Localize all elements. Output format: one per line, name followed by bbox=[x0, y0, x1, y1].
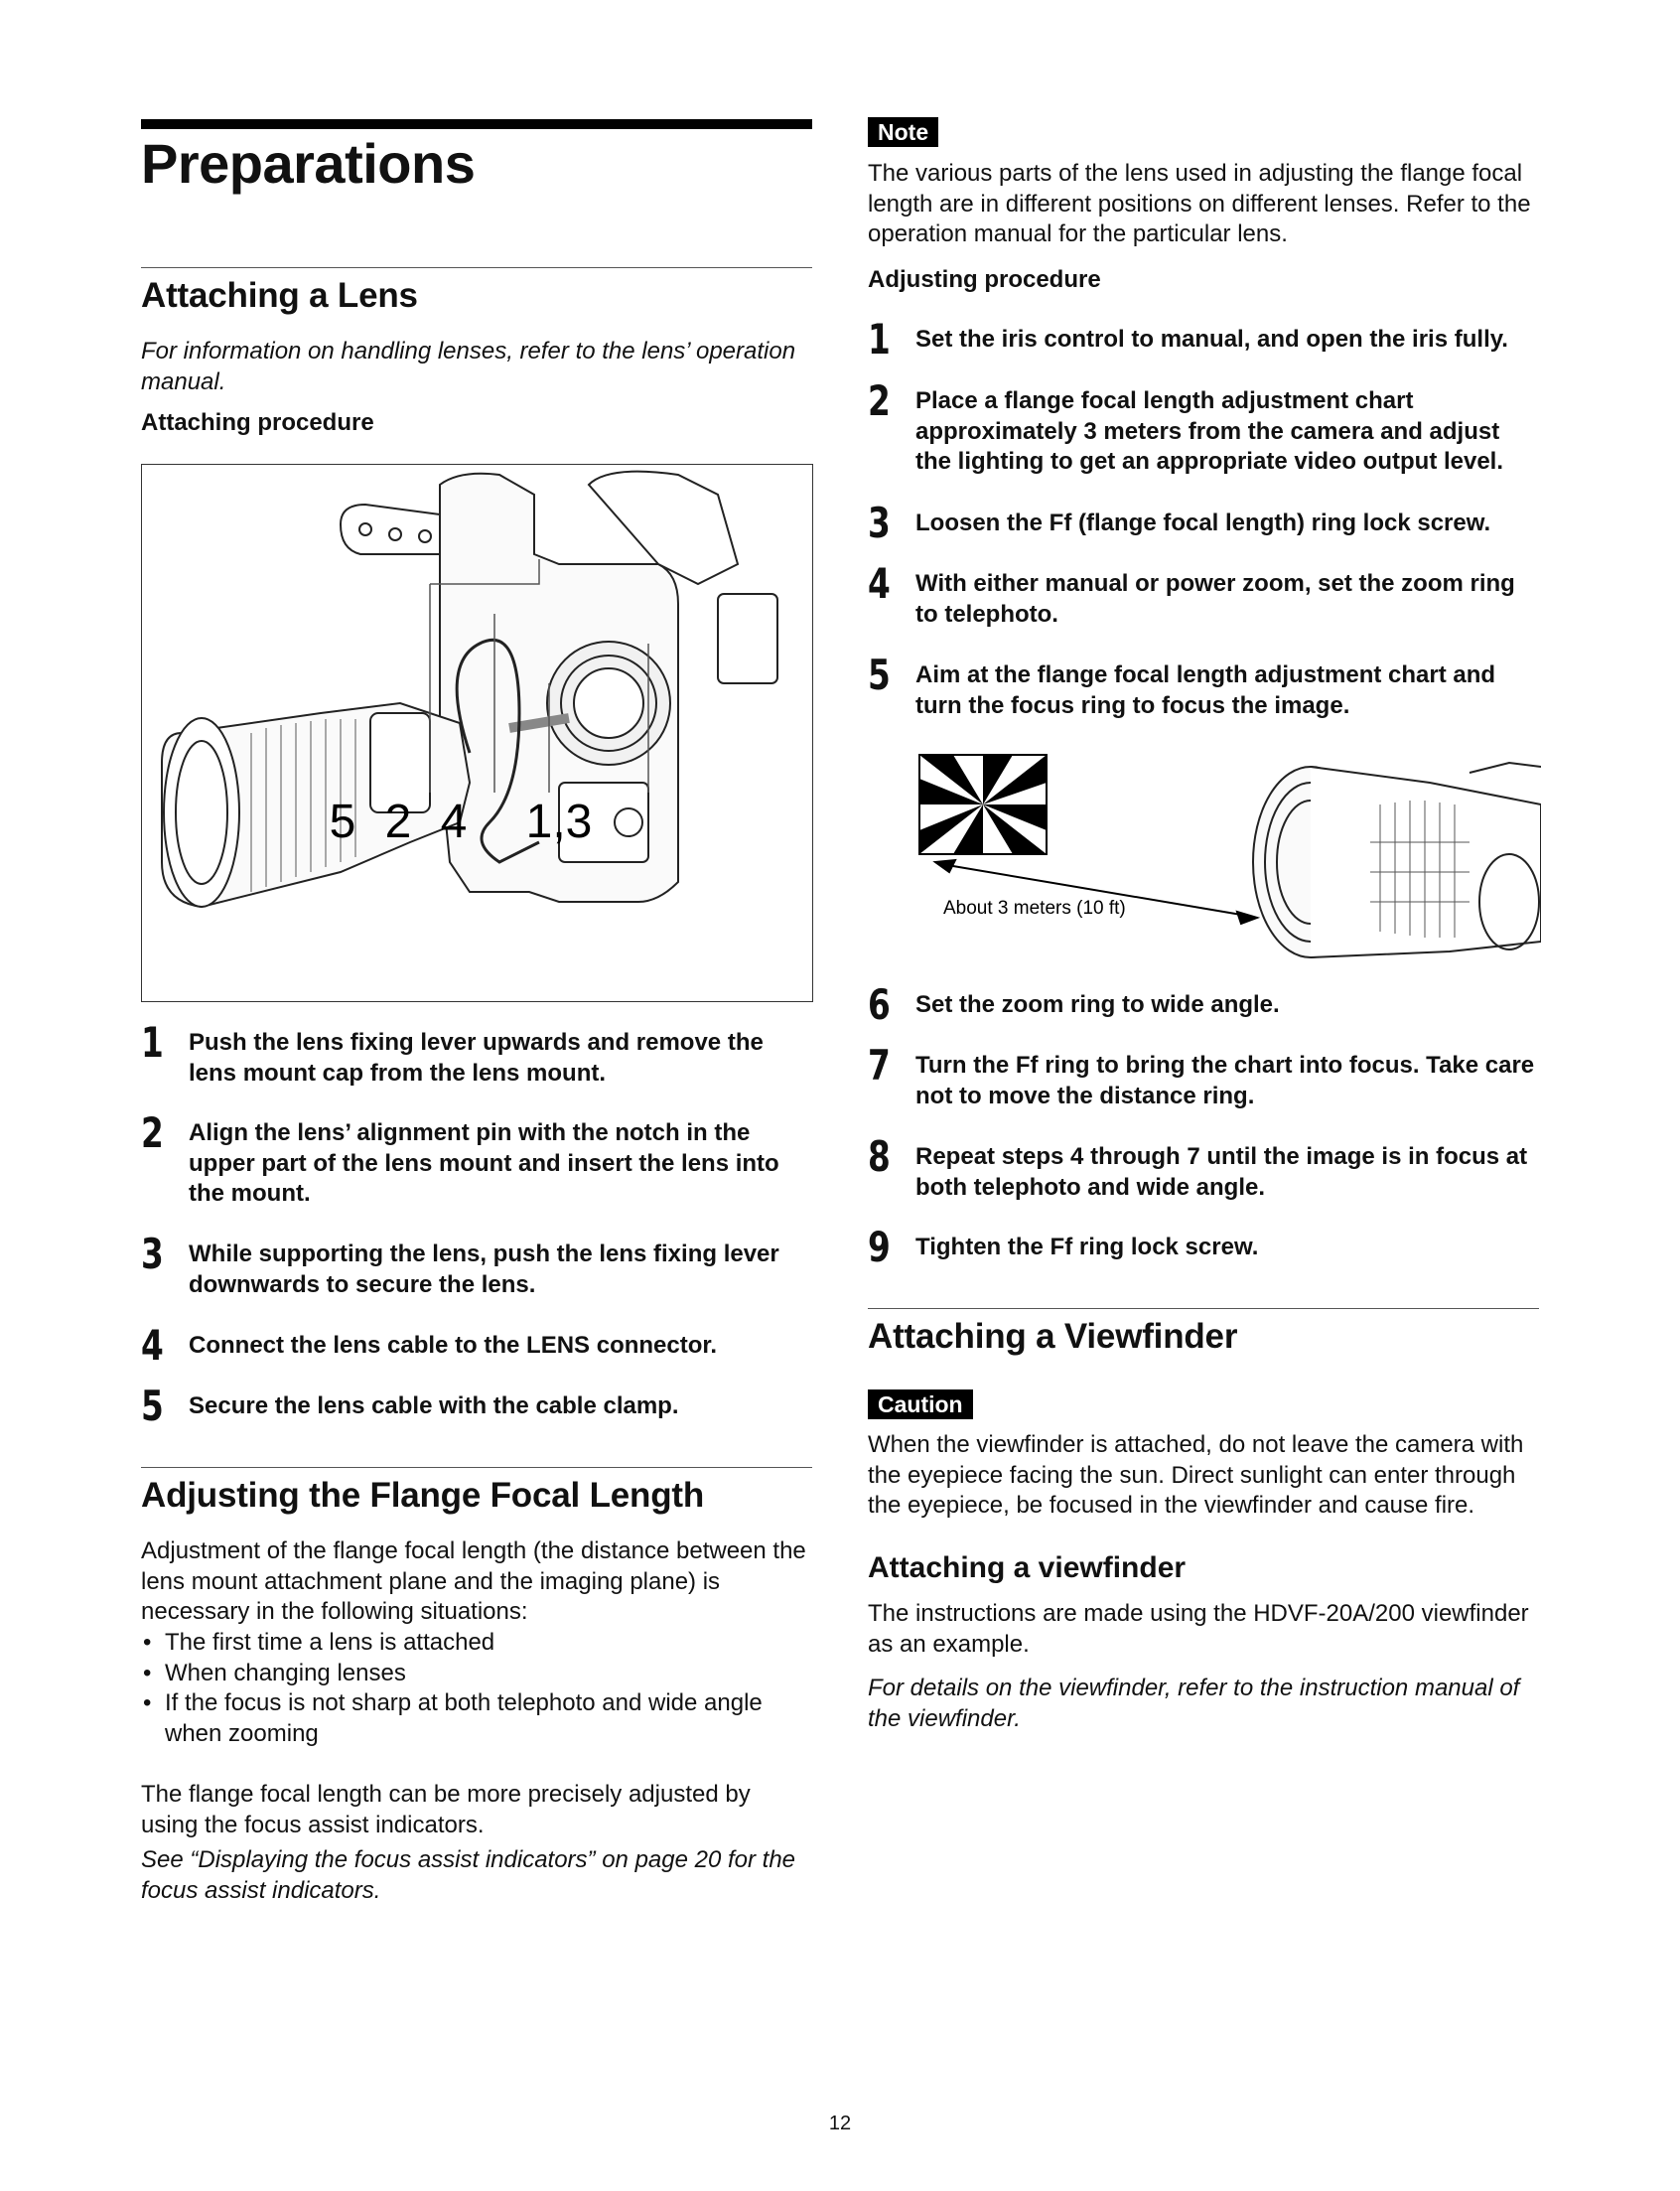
step-text: Aim at the flange focal length adjustment chart and turn the focus ring to focus the image. bbox=[915, 661, 1496, 719]
step-text: Align the lens’ alignment pin with the notch in the upper part of the lens mount and insert the lens into the mount. bbox=[189, 1119, 779, 1207]
step-number: 8 bbox=[868, 1132, 891, 1181]
callout-step-2: 2 bbox=[384, 796, 412, 848]
callout-step-1-3: 1,3 bbox=[525, 796, 593, 848]
step-number: 1 bbox=[141, 1018, 164, 1067]
step-number: 6 bbox=[868, 980, 891, 1029]
lens-front-illustration bbox=[1253, 763, 1541, 957]
step-number: 7 bbox=[868, 1041, 891, 1090]
note-text: The various parts of the lens used in adjusting the flange focal length are in different positions on different lenses. Refer to the operation manual for the particular lens. bbox=[868, 160, 1531, 247]
step-number: 4 bbox=[141, 1321, 164, 1370]
step-text: Connect the lens cable to the LENS connector. bbox=[189, 1332, 718, 1359]
step-number: 4 bbox=[868, 559, 891, 608]
adjusting-procedure-label: Adjusting procedure bbox=[868, 266, 1101, 293]
step-text: Tighten the Ff ring lock screw. bbox=[915, 1234, 1259, 1260]
list-item: • When changing lenses bbox=[141, 1659, 812, 1689]
list-item: • If the focus is not sharp at both telephoto and wide angle when zooming bbox=[141, 1688, 812, 1749]
step-number: 3 bbox=[868, 499, 891, 547]
flange-intro-text: Adjustment of the flange focal length (the distance between the lens mount attachment plane and the imaging plane) is necessary in the following situations: bbox=[141, 1537, 806, 1625]
viewfinder-details: For details on the viewfinder, refer to the instruction manual of the viewfinder. bbox=[868, 1675, 1520, 1732]
camera-lens-illustration bbox=[142, 465, 812, 1001]
step-number: 5 bbox=[141, 1382, 164, 1430]
lens-intro-text: For information on handling lenses, refer to the lens’ operation manual. bbox=[141, 338, 796, 395]
section-attaching-viewfinder bbox=[868, 1308, 1539, 1357]
callout-step-5: 5 bbox=[329, 796, 356, 848]
caution-text: When the viewfinder is attached, do not leave the camera with the eyepiece facing the sun. Direct sunlight can enter through the eyepiece, be focused in the viewfinder and cause fire. bbox=[868, 1431, 1524, 1519]
flange-chart-figure bbox=[913, 743, 1541, 969]
focus-assist-text: The flange focal length can be more precisely adjusted by using the focus assist indicators. bbox=[141, 1781, 751, 1838]
step-number: 2 bbox=[868, 376, 891, 425]
step-text: While supporting the lens, push the lens fixing lever downwards to secure the lens. bbox=[189, 1241, 779, 1298]
title-rule bbox=[141, 119, 812, 129]
page-title: Preparations bbox=[141, 132, 476, 195]
section-flange-focal-length bbox=[141, 1467, 812, 1516]
focus-chart-icon bbox=[919, 755, 1047, 854]
caution-badge: Caution bbox=[868, 1389, 973, 1419]
section-attaching-lens bbox=[141, 267, 812, 316]
lens-attachment-figure bbox=[141, 464, 813, 1002]
step-text: Secure the lens cable with the cable clamp. bbox=[189, 1392, 679, 1419]
step-number: 1 bbox=[868, 315, 891, 364]
viewfinder-instructions: The instructions are made using the HDVF-20A/200 viewfinder as an example. bbox=[868, 1600, 1529, 1658]
distance-caption: About 3 meters (10 ft) bbox=[943, 898, 1126, 919]
step-text: Turn the Ff ring to bring the chart into focus. Take care not to move the distance ring. bbox=[915, 1052, 1535, 1109]
list-item: • The first time a lens is attached bbox=[141, 1628, 812, 1659]
section-heading: Attaching a Lens bbox=[141, 276, 418, 315]
step-number: 9 bbox=[868, 1223, 891, 1271]
step-text: Set the iris control to manual, and open the iris fully. bbox=[915, 326, 1508, 353]
step-text: Loosen the Ff (flange focal length) ring lock screw. bbox=[915, 510, 1491, 536]
step-text: Place a flange focal length adjustment chart approximately 3 meters from the camera and adjust the lighting to get an appropriate video output level. bbox=[915, 387, 1504, 475]
callout-step-4: 4 bbox=[440, 796, 468, 848]
section-heading: Attaching a Viewfinder bbox=[868, 1317, 1238, 1356]
sub-heading-attaching-viewfinder: Attaching a viewfinder bbox=[868, 1551, 1187, 1584]
step-text: Repeat steps 4 through 7 until the image is in focus at both telephoto and wide angle. bbox=[915, 1143, 1528, 1201]
step-number: 5 bbox=[868, 651, 891, 699]
step-text: With either manual or power zoom, set the zoom ring to telephoto. bbox=[915, 570, 1515, 628]
step-number: 2 bbox=[141, 1108, 164, 1157]
attaching-procedure-label: Attaching procedure bbox=[141, 409, 374, 436]
section-heading: Adjusting the Flange Focal Length bbox=[141, 1476, 705, 1515]
step-text: Push the lens fixing lever upwards and remove the lens mount cap from the lens mount. bbox=[189, 1029, 764, 1087]
page-number: 12 bbox=[828, 2113, 852, 2134]
see-reference-text: See “Displaying the focus assist indicators” on page 20 for the focus assist indicators. bbox=[141, 1846, 796, 1904]
step-number: 3 bbox=[141, 1230, 164, 1278]
flange-situations-list bbox=[141, 1628, 812, 1749]
step-text: Set the zoom ring to wide angle. bbox=[915, 991, 1280, 1018]
note-badge: Note bbox=[868, 117, 938, 147]
